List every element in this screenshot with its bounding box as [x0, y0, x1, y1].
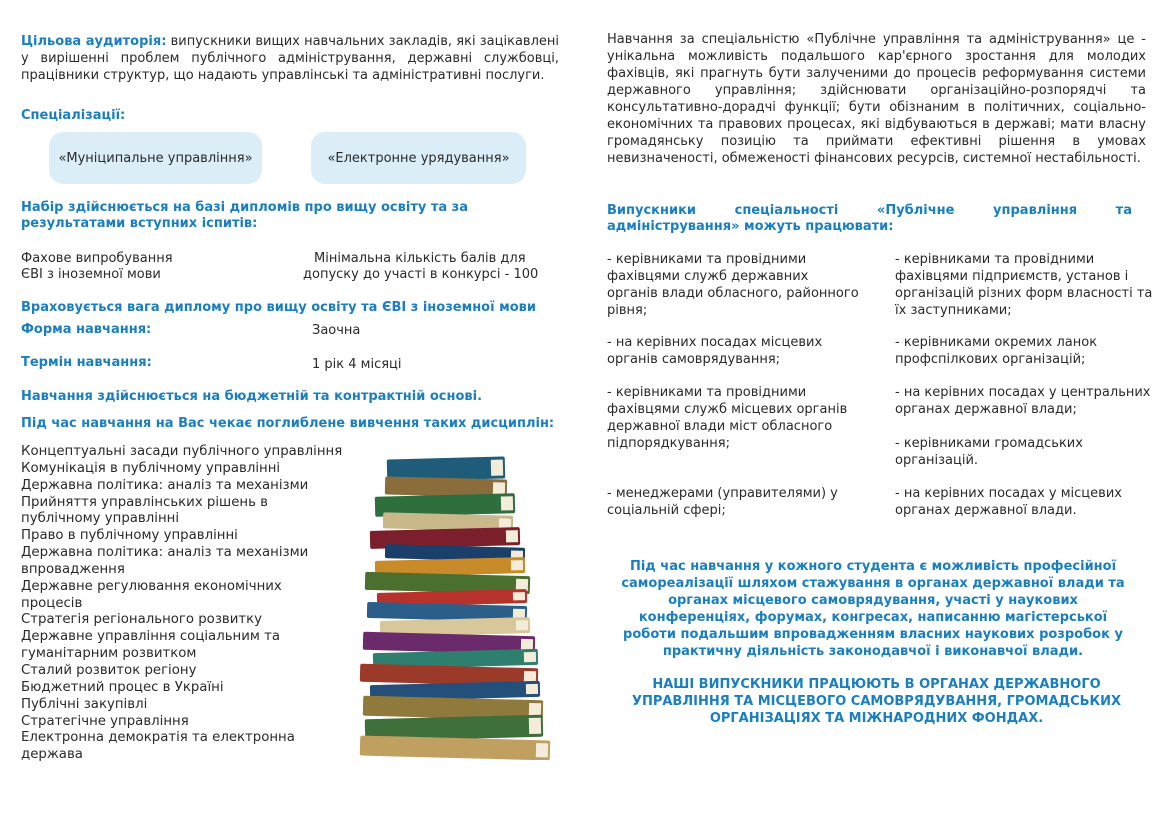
- career-item: - керівниками окремих ланок профспілкових організацій;: [895, 335, 1098, 367]
- weight-note: Враховується вага диплому про вищу освіту та ЄВІ з іноземної мови: [21, 300, 536, 315]
- book-pages: [511, 560, 523, 570]
- term-value: 1 рік 4 місяці: [312, 357, 402, 372]
- exam-foreign-language: ЄВІ з іноземної мови: [21, 267, 161, 282]
- career-item: - керівниками та провідними фахівцями служб державних органів влади обласного, районного рівня;: [607, 252, 859, 318]
- form-value: Заочна: [312, 323, 361, 338]
- book-pages: [513, 592, 525, 600]
- career-item: - керівниками громадських організацій.: [895, 436, 1083, 468]
- discipline-item: Публічні закупівлі: [21, 696, 148, 712]
- discipline-item: Стратегічне управління: [21, 713, 189, 729]
- discipline-item: Стратегія регіонального розвитку: [21, 612, 263, 628]
- term-label: Термін навчання:: [21, 355, 152, 370]
- career-item: - менеджерами (управителями) у соціальній сфері;: [607, 486, 838, 518]
- book-pages: [491, 460, 503, 476]
- book-pages: [506, 530, 518, 542]
- career-item: - на керівних посадах у місцевих органах державної влади.: [895, 486, 1122, 518]
- disciplines-heading: Під час навчання на Вас чекає поглиблене вивчення таких дисциплін:: [21, 416, 555, 431]
- career-item: - на керівних посадах місцевих органів самоврядування;: [607, 335, 823, 367]
- graduates-note: НАШІ ВИПУСКНИКИ ПРАЦЮЮТЬ В ОРГАНАХ ДЕРЖАВНОГО УПРАВЛІННЯ ТА МІСЦЕВОГО САМОВРЯДУВАННЯ, ГРОМАДСЬКИХ ОРГАНІЗАЦІЯХ ТА МІЖНАРОДНИХ ФОНДАХ.: [631, 677, 1122, 726]
- discipline-item: Сталий розвиток регіону: [21, 662, 197, 678]
- book-stack-illustration: [355, 440, 565, 760]
- book-pages: [536, 743, 548, 757]
- audience-text: випускники вищих навчальних закладів, які зацікавлені у вирішенні проблем публічного адміністрування, державні службовці, працівники структур, що надають управлінські та адміністративні послуги.: [21, 34, 559, 83]
- career-item: - керівниками та провідними фахівцями підприємств, установ і організацій різних форм власності та їх заступниками;: [895, 252, 1153, 318]
- book: [360, 736, 550, 760]
- discipline-item: Електронна демократія та електронна держава: [21, 730, 295, 763]
- discipline-item: Державне управління соціальним та гуманітарним розвитком: [21, 629, 281, 662]
- min-score-line1: Мінімальна кількість балів для: [314, 251, 526, 266]
- intro-paragraph: Навчання за спеціальністю «Публічне управління та адміністрування» це - унікальна можливість подальшого кар'єрного зростання для молодих фахівців, які прагнуть бути залученими до процесів реформування системи державного управління; здійснювати організаційно-розпорядчі та консультативно-дорадчі функції; бути обізнаним в політичних, соціально-економічних та правових процесах, які відбуваються в державі; мати власну громадянську позицію та приймати ефективні рішення в умовах невизначеності, обмеженості фінансових ресурсів, системної нестабільності.: [607, 32, 1146, 166]
- discipline-item: Державна політика: аналіз та механізми: [21, 477, 309, 493]
- book-pages: [499, 518, 511, 528]
- opportunity-note: Під час навчання у кожного студента є можливість професійної самореалізації шляхом стажування в органах державної влади та органах місцевого самоврядування, участі у наукових конференціях, форумах, конгресах, написанню магістерської роботи подальшим впровадженням власних наукових розробок у практичну діяльність законодавчої і виконавчої влади.: [621, 559, 1125, 659]
- specializations-heading: Спеціалізації:: [21, 108, 126, 123]
- discipline-item: Концептуальні засади публічного управління: [21, 444, 343, 459]
- specialization-egov: «Електронне урядування»: [311, 132, 526, 184]
- discipline-item: Бюджетний процес в Україні: [21, 679, 224, 695]
- admission-heading: Набір здійснюється на базі дипломів про вищу освіту та за результатами вступних іспитів:: [21, 200, 469, 231]
- book-pages: [501, 496, 513, 510]
- careers-heading: Випускники спеціальності «Публічне управління та адміністрування» можуть працювати:: [607, 203, 1132, 234]
- discipline-item: Комунікація в публічному управлінні: [21, 460, 281, 476]
- form-label: Форма навчання:: [21, 322, 152, 337]
- discipline-item: Державна політика: аналіз та механізми впровадження: [21, 545, 309, 577]
- min-score-line2: допуску до участі в конкурсі - 100: [303, 267, 539, 282]
- book-pages: [493, 482, 505, 494]
- book-pages: [516, 620, 528, 630]
- career-item: - на керівних посадах у центральних органах державної влади;: [895, 385, 1151, 417]
- discipline-item: Державне регулювання економічних процесів: [21, 578, 282, 611]
- audience-block: [21, 33, 559, 84]
- book-pages: [529, 718, 541, 734]
- discipline-item: Прийняття управлінських рішень в публічному управлінні: [21, 494, 268, 527]
- specialization-municipal: «Муніципальне управління»: [49, 132, 262, 184]
- disciplines-list: [21, 444, 346, 764]
- basis-note: Навчання здійснюється на бюджетній та контрактній основі.: [21, 389, 483, 404]
- discipline-item: Право в публічному управлінні: [21, 528, 238, 544]
- career-item: - керівниками та провідними фахівцями служб місцевих органів державної влади міст обласного підпорядкування;: [607, 385, 848, 451]
- book-pages: [526, 684, 538, 694]
- audience-label: Цільова аудиторія:: [21, 34, 167, 49]
- exam-professional: Фахове випробування: [21, 251, 173, 266]
- book-pages: [524, 652, 536, 662]
